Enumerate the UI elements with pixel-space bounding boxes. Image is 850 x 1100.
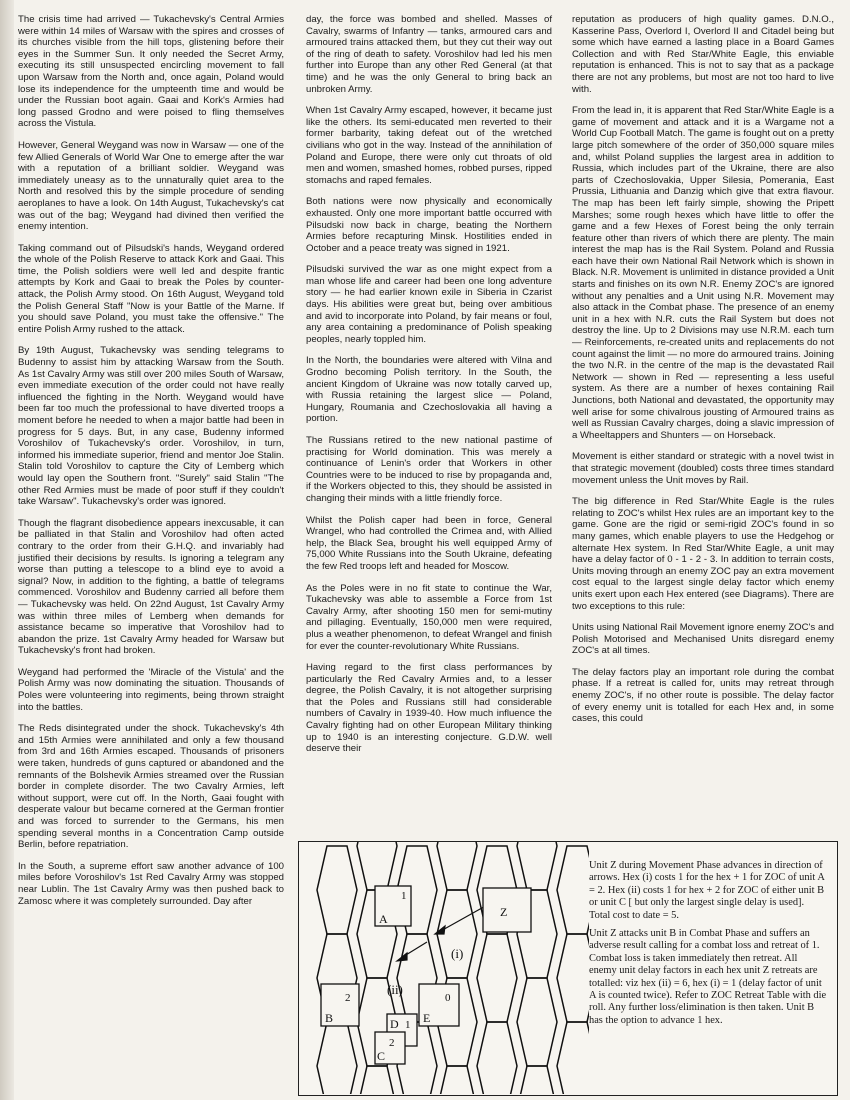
paragraph: The delay factors play an important role during the combat phase. If a retreat is called for, units may retreat through enemy ZOC's, if no other route is possible. The delay factor of every enemy unit is totalled for each Hex and, in some cases, this could (572, 666, 834, 725)
unit-delay-factor: 2 (389, 1037, 395, 1049)
hex-grid (317, 842, 589, 1094)
paragraph: Whilst the Polish caper had been in force, General Wrangel, who had controlled the Crimea and, with Allied help, the Black Sea, brought his well equipped Army of 75,000 White Russians into the South Ukraine, defeating the few Red troops left and headed for Moscow. (306, 514, 552, 572)
unit-name: C (377, 1049, 386, 1063)
hex (517, 842, 557, 890)
unit-delay-factor: 1 (405, 1019, 411, 1031)
paragraph: Though the flagrant disobedience appears inexcusable, it can be palliated in that Stalin and Voroshilov had often acted contrary to the order from their G.H.Q. and invariably had justified their decisions by results. Is ignoring a telegram any worse than putting a telescope to a blind eye to avoid a signal? Now, in addition to the fighting, a battle of telegrams commenced. Voroshilov and Budenny carried all before them — Tukachevsky was held. On 22nd August, 1st Cavalry Army was within three miles of Lemberg when demands for assistance became so imperative that Voroshilov had to abandon the prize. 1st Cavalry Army headed for Warsaw but Tukachevsky's front had broken. (18, 517, 284, 657)
caption-paragraph: Unit Z attacks unit B in Combat Phase and suffers an adverse result calling for a combat loss and retreat of 1. Combat loss is taken immediately then retreat. All enemy unit delay factors in each hex unit Z retreats are totalled: viz hex (ii) = 6, hex (i) = 1 (delay factor of unit A is counted twice). Refer to ZOC Retreat Table with die roll. Any further loss/elimination is then taken. Unit B has the option to advance 1 hex. (589, 928, 827, 1026)
unit-counter-e (419, 984, 459, 1026)
hex (317, 1022, 357, 1094)
unit-delay-factor: 2 (345, 992, 351, 1004)
hex (557, 846, 589, 934)
paragraph: In the South, a supreme effort saw another advance of 100 miles before Voroshilov's 1st Red Cavalry Army was stopped near Lublin. The 1st Cavalry Army was then pushed back to Zamosc where it was completely surrounded. Day after (18, 860, 284, 907)
paragraph: Weygand had performed the 'Miracle of the Vistula' and the Polish Army was now dominating the situation. Thousands of Poles were volunteering into regiments, being thrown straight into the battles. (18, 666, 284, 713)
paragraph: Units using National Rail Movement ignore enemy ZOC's and Polish Motorised and Mechanised Units disregard enemy ZOC's at all times. (572, 622, 834, 657)
paragraph: day, the force was bombed and shelled. Masses of Cavalry, swarms of Infantry — tanks, armoured cars and armoured trains attacked them, but they cut their way out of the ring of death to safety. Voroshilov had led his men further into Europe than any other Red General (at that time) and he was the only General to bring back an unbroken Army. (306, 14, 552, 95)
unit-delay-factor: 0 (445, 992, 451, 1004)
hex (357, 1066, 397, 1094)
hex-label-ii: (ii) (387, 982, 403, 997)
hex (557, 1022, 589, 1094)
hex (517, 1066, 557, 1094)
hex (477, 934, 517, 1022)
unit-name: B (325, 1011, 334, 1025)
paragraph: Pilsudski survived the war as one might expect from a man whose life and career had been one long adventure story — he had earlier known exile in Siberia in Czarist days. His abilities were great but, being over ambitious and avid to incorporate into Poland, by fair means or foul, any area containing a predominance of Polish speaking peoples, nearly toppled him. (306, 264, 552, 345)
caption-paragraph: Unit Z during Movement Phase advances in direction of arrows. Hex (i) costs 1 for the hex + 1 for ZOC of unit A = 2. Hex (ii) costs 1 for hex + 2 for ZOC of either unit B or unit C [ but only the largest single delay is used]. Total cost to date = 5. (589, 860, 825, 921)
unit-counter-z (483, 888, 531, 932)
text-column-3 (572, 14, 834, 735)
zoc-diagram (298, 841, 838, 1096)
unit-name: Z (500, 905, 508, 919)
paragraph: The Reds disintegrated under the shock. Tukachevsky's 4th and 15th Armies were annihilated and only a few thousand from 3rd and 16th Armies escaped. Thousands of prisoners were taken, hundreds of guns captured or abandoned and the remnants of the Bolshevik Armies streamed over the Russian border in complete disorder. The two Cavalry Armies, left without support, were cut off. In the North, Gaai fought with desperate valour but became cornered at the German frontier and was forced to surrender to the Germans, his men spending several months in a Concentration Camp outside Berlin, before repatriation. (18, 723, 284, 851)
paragraph: However, General Weygand was now in Warsaw — one of the few Allied Generals of World War One to emerge after the war with a reputation of a brilliant soldier. Weygand was immediately uneasy as to the unnaturally quiet area to the North and resolved this by the simple procedure of sending aeroplanes to have a look. On 14th August, Tukachevsky's cat was out of the bag; Weygand had divined then verified the enemy intention. (18, 139, 284, 233)
paragraph: Movement is either standard or strategic with a novel twist in that strategic movement (doubled) costs three times standard movement unless the Unit moves by Rail. (572, 451, 834, 486)
paragraph: Both nations were now physically and economically exhausted. Only one more important battle occurred with Pilsudski now back in charge, beating the Northern Armies before recapturing Minsk. Hostilities ended in October and a peace treaty was signed in 1921. (306, 196, 552, 254)
paragraph: By 19th August, Tukachevsky was sending telegrams to Budenny to assist him by attacking Warsaw from the South. As 1st Cavalry Army was still over 200 miles South of Warsaw, even immediate execution of the order could not have really influenced the fighting in the North. Weygand would have been far too much the professional to have diverted troops a moment before he needed to when a major battle had been in progress for 5 days. But, in any case, Budenny informed Voroshilov of Tukachevsky's order. Voroshilov, in turn, informed his immediate superior, friend and mentor Joe Stalin. Stalin told Voroshilov to capture the City of Lemberg which would lay open the Southern front. "Surely" said Stalin "The other Red Armies must be made of poor stuff if they couldn't take Warsaw". Tukachevsky's order was ignored. (18, 345, 284, 508)
paragraph: The Russians retired to the new national pastime of practising for World domination. This was merely a continuance of Lenin's order that Workers in other Countries were to be induced to rise by propaganda and, if the Workers objected to this, they should be assisted in changing their minds with a little friendly force. (306, 435, 552, 504)
hex-grid-diagram (299, 842, 589, 1094)
paragraph: In the North, the boundaries were altered with Vilna and Grodno becoming Polish territory. In the South, the ancient Kingdom of Ukraine was now totally carved up, with Russia retaining the largest slice — Poland, Hungary, Roumania and Czechoslovakia all having a portion. (306, 355, 552, 425)
hex (437, 1066, 477, 1094)
paragraph: Taking command out of Pilsudski's hands, Weygand ordered the whole of the Polish Reserve to attack Kork and Gaai. This time, the Polish soldiers were well led and despite frantic attempts by Kork and Gaai to break the Poles by counter-attack, the Polish Army stood. On 16th August, Weygand told the Polish General Staff "Now is your Battle of the Marne. If you should save Poland, you must take the offensive." The entire Polish Army rushed to the attack. (18, 242, 284, 335)
unit-counter-b (321, 984, 359, 1026)
paragraph: Having regard to the first class performances by particularly the Red Cavalry Armies and, to a lesser degree, the Polish Cavalry, it is not altogether surprising that the Poles and Russians still had considerable numbers of Cavalry in 1939-40. How much influence the Cavalry fighting had on other European Military thinking up to 1940 is an interesting conjecture. G.D.W. well deserve their (306, 662, 552, 755)
paragraph: From the lead in, it is apparent that Red Star/White Eagle is a game of movement and attack and it is a Wargame not a World Cup Football Match. The game is fought out on a pretty large pitch somewhere of the order of 350,000 square miles and, whilst Poland supplies the largest area in addition to Russia, which includes part of the Ukraine, there are also parts of Czechoslovakia, Upper Silesia, Pomerania, East Prussia, Lithuania and Danzig which give that extra flavour. The map has been left fairly simple, showing the Pripett Marshes; some rough hexes which have little to offer the game and a few Hexes of Forest being the only terrain feature other than rivers of which there are plenty. The main interest the map has is the Rail System. Poland and Russia each have their own National Rail Network which is shown in Black. N.R. Movement is unlimited in distance provided a Unit starts and finishes on its own N.R. Enemy ZOC's are ignored without any penalties and a Unit using N.R. Movement may also attack in the Combat phase. The presence of an enemy unit in a hex with N.R. cuts the Rail System but does not destroy the line. Up to 2 Divisions may use N.R.M. each turn — Reinforcements, re-created units and replacements do not count against the limit — no more do armoured trains. Joining the two N.R. in the centre of the map is the devastated Rail Network — shown in Red — representing a less useful system. As there are a number of hexes containing Rail Junctions, both National and devastated, the opportunity may well arise for some chivalrous jousting of Armoured trains as well as Russian Cavalry charges, doing a slavic impression of a Wheeltappers and Shunters — on Horseback. (572, 105, 835, 441)
paragraph: The big difference in Red Star/White Eagle is the rules relating to ZOC's whilst Hex rules are an important key to the game. Gone are the rigid or semi-rigid ZOC's found in so many games, which enable players to use the Hedgehog or alternate Hex system. In Red Star/White Eagle, a unit may have a delay factor of 0 - 1 - 2 - 3. In addition to terrain costs, Units moving through an enemy ZOC pay an extra movement cost equal to the largest single delay factor which enemy units exert upon each Hex entered (see Diagrams). There are two exceptions to this rule: (572, 496, 834, 612)
text-column-2 (306, 14, 552, 765)
paragraph: As the Poles were in no fit state to continue the War, Tukachevsky was able to assemble a Force from 1st Cavalry Army, after shooting 150 men for semi-mutiny and pillaging. Eventually, 150,000 men were required, plus a weather phenomenon, to defeat Wrangel and finish for ever the counter-revolutionary White Russians. (306, 582, 552, 652)
unit-name: D (390, 1017, 399, 1031)
paragraph: The crisis time had arrived — Tukachevsky's Central Armies were within 14 miles of Warsaw with the spires and crosses of its churches visible from the hill tops, glistening before their eyes in the Summer Sun. It only needed the Secret Army, executing its still unsuspected encircling movement to fall upon Warsaw from the North and, once again, Poland would lose its independence for the umpteenth time and would be under the Russian boot again. Gaai and Kork's Armies had long passed Grodno and were poised to fling themselves across the Vistula. (18, 14, 284, 130)
diagram-caption (589, 860, 827, 1033)
hex (317, 846, 357, 934)
unit-delay-factor: 1 (401, 890, 407, 902)
hex (517, 978, 557, 1066)
text-column-1 (18, 14, 284, 917)
unit-name: E (423, 1011, 431, 1025)
hex (437, 842, 477, 890)
hex-label-i: (i) (451, 946, 464, 961)
hex (557, 934, 589, 1022)
paragraph: reputation as producers of high quality games. D.N.O., Kasserine Pass, Overlord I, Overlord II and Citadel being but some which have earned a lasting place in a Board Games Collection and with Red Star/White Eagle, this enviable reputation is enhanced. This is not to say that as a package there are not any problems, but most are not too hard to live with. (572, 14, 834, 95)
unit-name: A (379, 912, 388, 926)
unit-counter-c (375, 1032, 405, 1064)
page-binding-edge (0, 0, 14, 1100)
hex (477, 1022, 517, 1094)
unit-counter-a (375, 886, 411, 926)
paragraph: When 1st Cavalry Army escaped, however, it became just like the others. Its semi-educated men reverted to their former barbarity, taking defeat out of the wretched civilians who got in the way. Instead of the annihilation of Poland and Europe, there were only cut throats of old men and women, smashed homes, robbed purses, ripped stomachs and raped females. (306, 105, 552, 186)
hex (357, 842, 397, 890)
